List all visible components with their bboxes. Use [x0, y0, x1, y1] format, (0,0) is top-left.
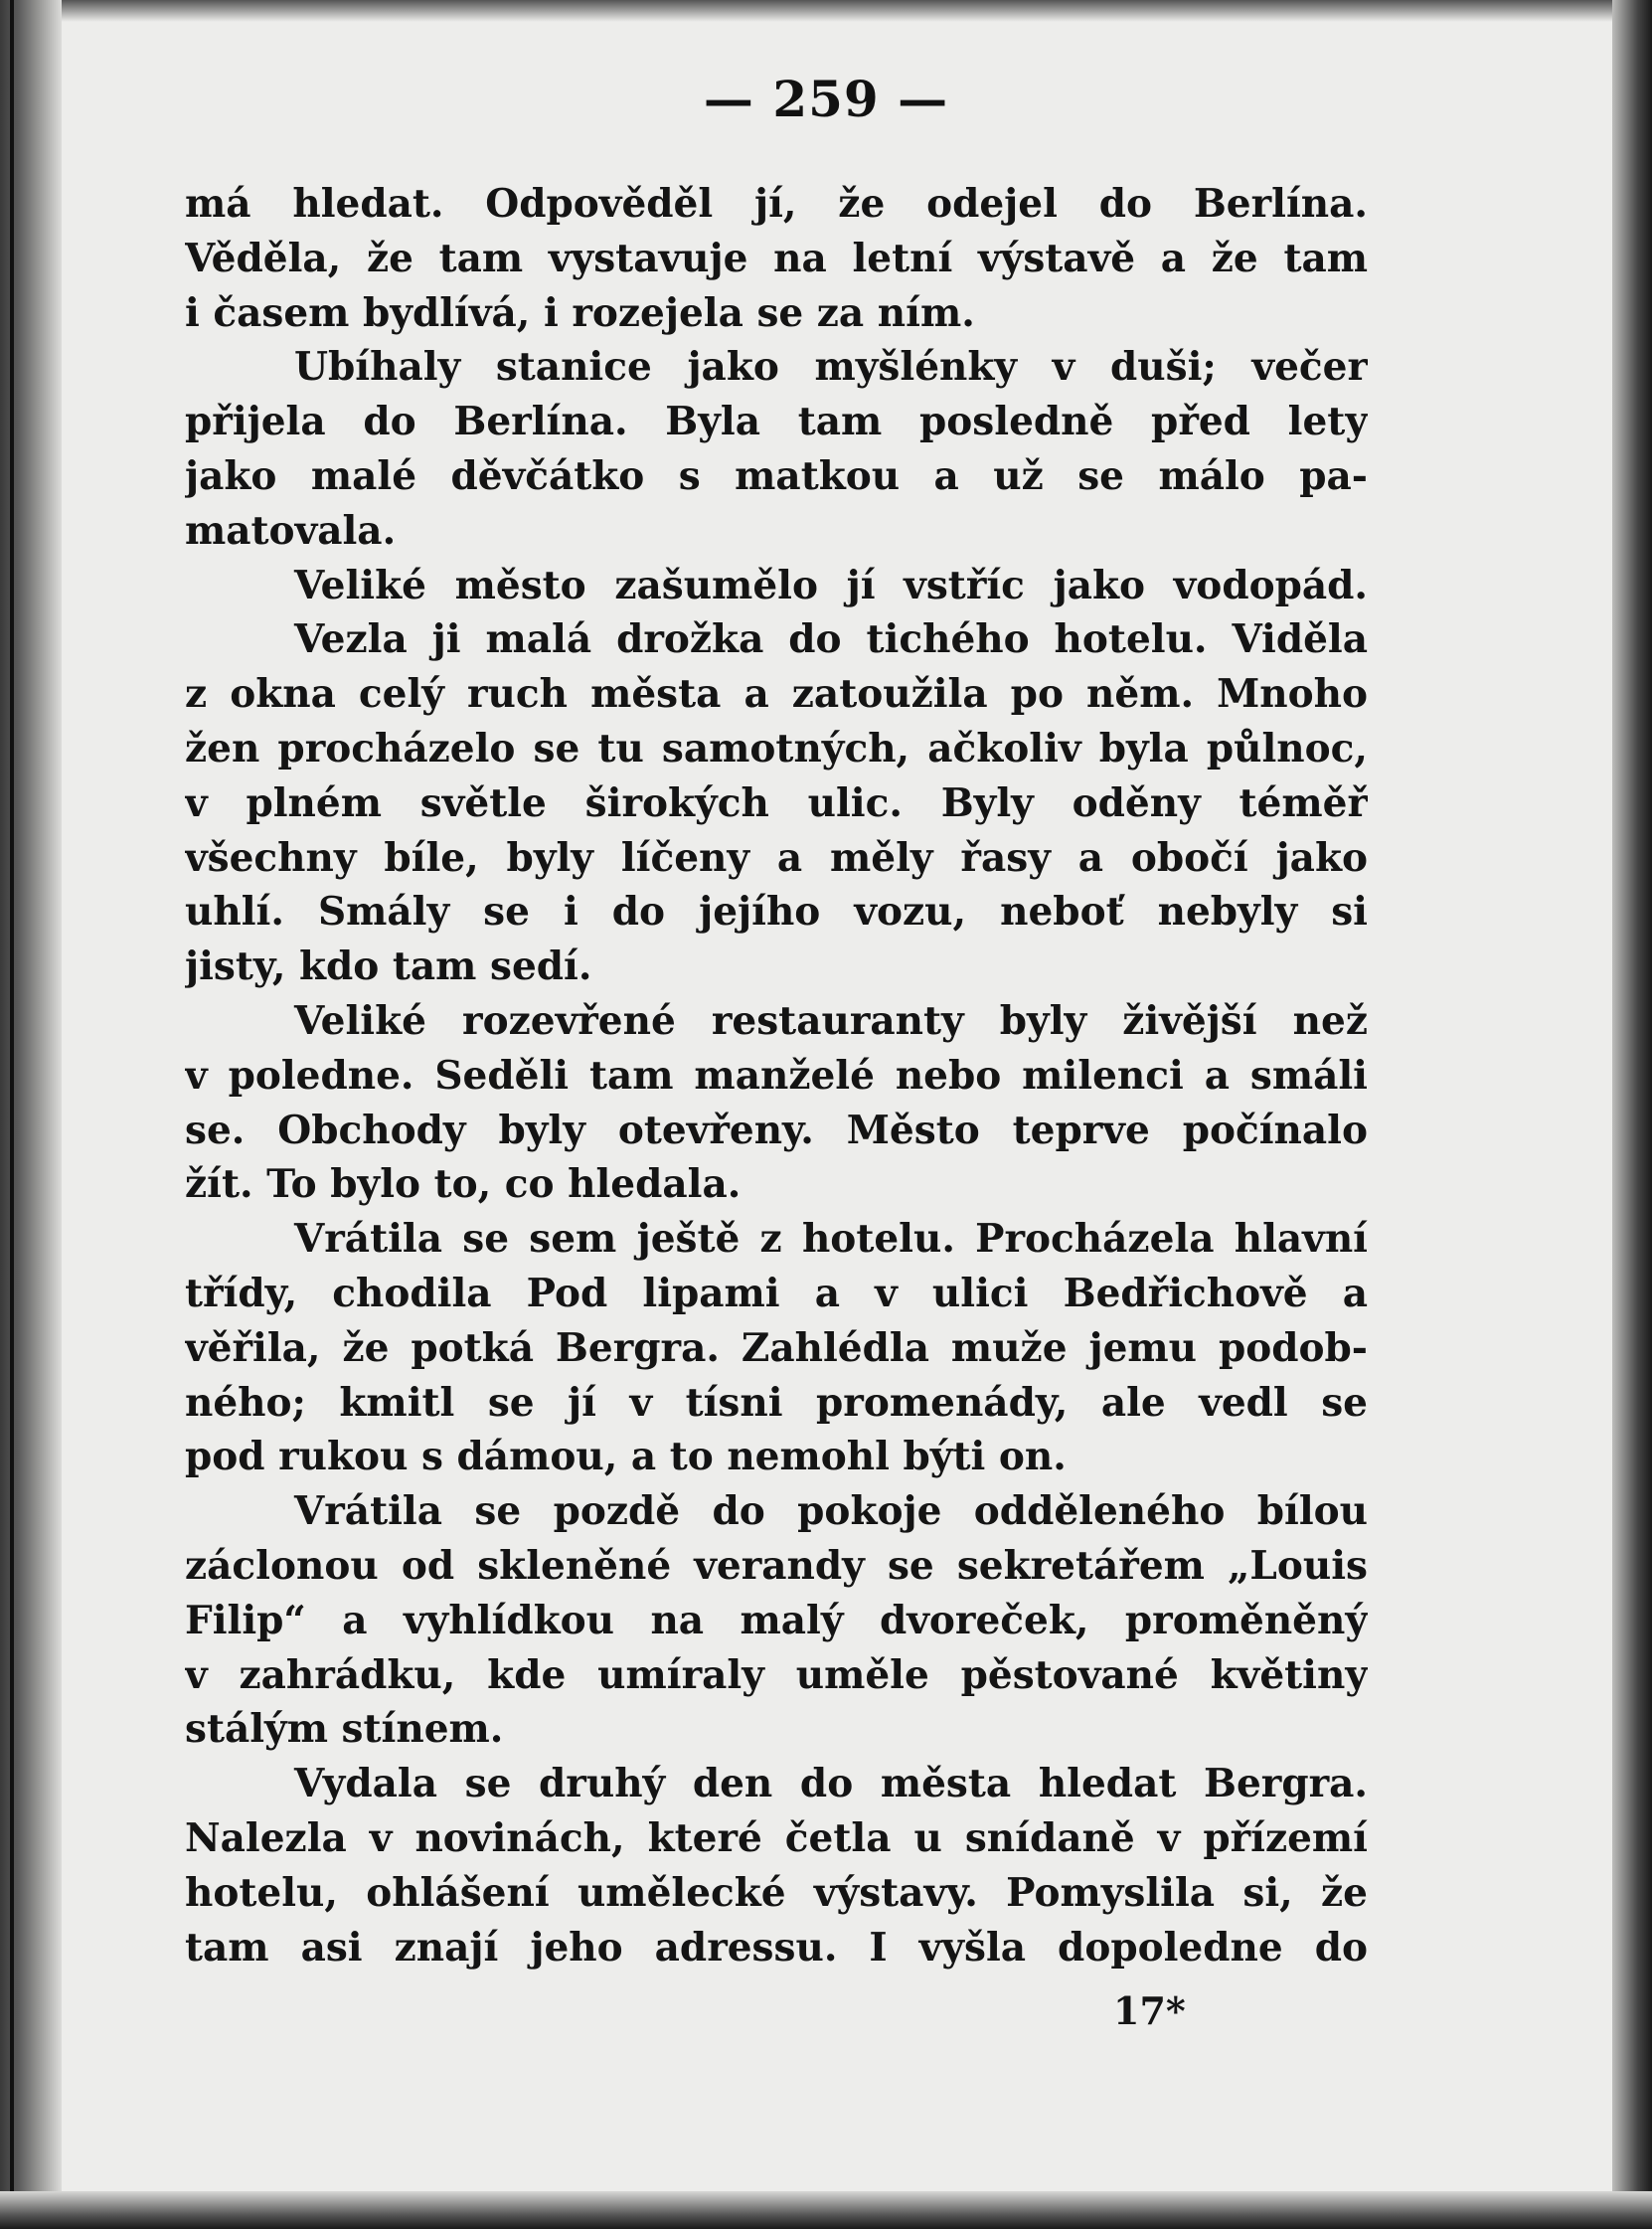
text-line: má hledat. Odpověděl jí, že odejel do Berlína. — [185, 181, 1368, 227]
page-top-shadow — [0, 0, 1652, 22]
page-right-shadow — [1612, 0, 1652, 2229]
text-line: stálým stínem. — [185, 1706, 504, 1753]
text-line: Ubíhaly stanice jako myšlénky v duši; večer — [294, 344, 1368, 391]
text-line: ného; kmitl se jí v tísni promenády, ale vedl se — [185, 1379, 1368, 1426]
signature-mark: 17* — [1113, 1988, 1186, 2033]
text-line: Vydala se druhý den do města hledat Bergra. — [294, 1761, 1368, 1807]
text-line: Veliké rozevřené restauranty byly živější než — [294, 997, 1368, 1044]
text-line: v zahrádku, kde umíraly uměle pěstované květiny — [185, 1651, 1368, 1698]
text-line: Vrátila se pozdě do pokoje odděleného bílou — [294, 1488, 1368, 1535]
text-line: v plném světle širokých ulic. Byly oděny téměř — [185, 779, 1368, 826]
text-line: se. Obchody byly otevřeny. Město teprve počínalo — [185, 1107, 1368, 1153]
text-line: jako malé děvčátko s matkou a už se málo pa- — [185, 452, 1368, 499]
text-line: Nalezla v novinách, které četla u snídaně v přízemí — [185, 1814, 1368, 1861]
text-line: Věděla, že tam vystavuje na letní výstavě a že tam — [185, 235, 1368, 281]
text-line: v poledne. Seděli tam manželé nebo milenci a smáli — [185, 1052, 1368, 1099]
text-line: Vrátila se sem ještě z hotelu. Procházela hlavní — [294, 1216, 1368, 1263]
page-bottom-shadow — [0, 2191, 1652, 2229]
text-line: z okna celý ruch města a zatoužila po něm. Mnoho — [185, 671, 1368, 718]
text-line: hotelu, ohlášení umělecké výstavy. Pomyslila si, že — [185, 1869, 1368, 1916]
text-line: jisty, kdo tam sedí. — [185, 943, 592, 990]
text-line: Veliké město zašumělo jí vstříc jako vodopád. — [294, 562, 1368, 608]
text-line: pod rukou s dámou, a to nemohl býti on. — [185, 1434, 1067, 1480]
text-line: žít. To bylo to, co hledala. — [185, 1161, 742, 1208]
text-line: přijela do Berlína. Byla tam posledně před lety — [185, 399, 1368, 445]
body-text — [185, 177, 1368, 1974]
text-line: tam asi znají jeho adressu. I vyšla dopoledne do — [185, 1924, 1368, 1971]
text-line: všechny bíle, byly líčeny a měly řasy a obočí jako — [185, 834, 1368, 881]
text-line: třídy, chodila Pod lipami a v ulici Bedřichově a — [185, 1270, 1368, 1316]
binding-edge-line — [10, 0, 14, 2229]
text-line: uhlí. Smály se i do jejího vozu, neboť nebyly si — [185, 889, 1368, 936]
text-line: záclonou od skleněné verandy se sekretářem „Louis — [185, 1542, 1368, 1589]
page-number-header: — 259 — — [703, 70, 949, 128]
text-line: matovala. — [185, 507, 397, 554]
text-line: Filip“ a vyhlídkou na malý dvoreček, proměněný — [185, 1597, 1368, 1643]
text-line: věřila, že potká Bergra. Zahlédla muže jemu podob- — [185, 1324, 1368, 1371]
text-line: žen procházelo se tu samotných, ačkoliv byla půlnoc, — [185, 725, 1368, 772]
text-line: i časem bydlívá, i rozejela se za ním. — [185, 289, 975, 336]
text-line: Vezla ji malá drožka do tichého hotelu. Viděla — [294, 616, 1368, 663]
